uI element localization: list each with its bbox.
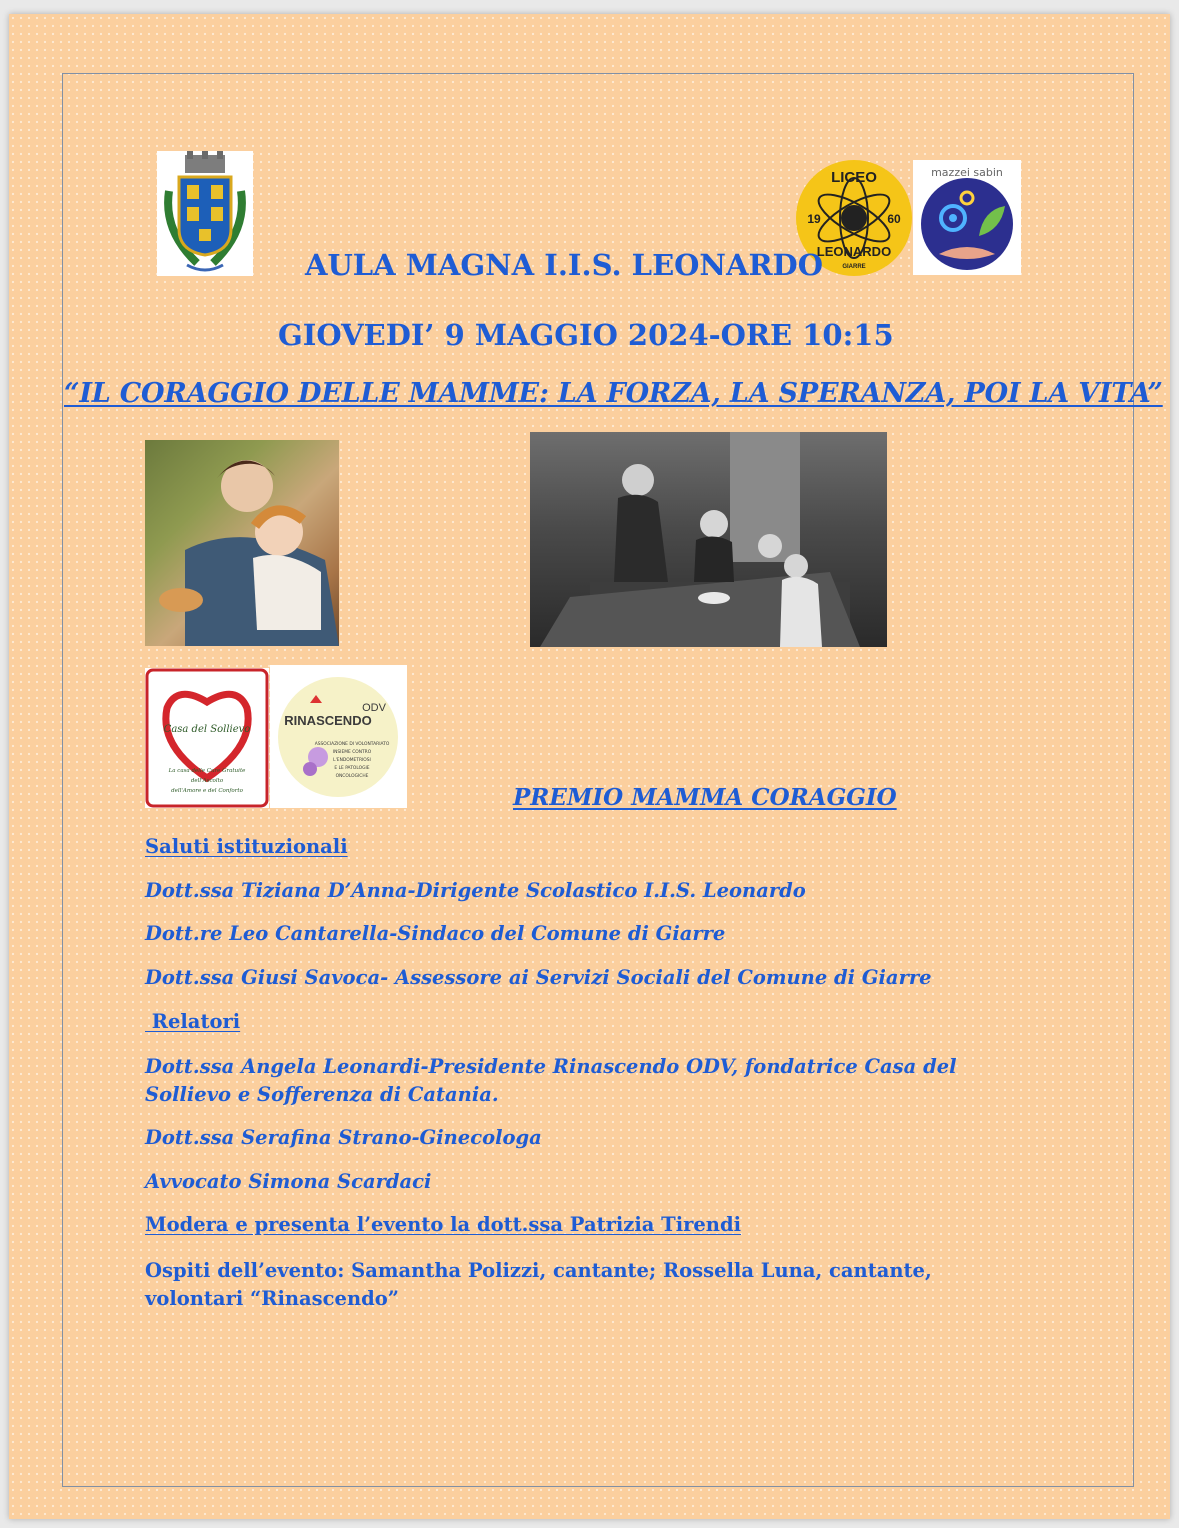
svg-text:L'ENDOMETRIOSI: L'ENDOMETRIOSI [333, 758, 371, 763]
svg-text:ASSOCIAZIONE DI VOLONTARIATO: ASSOCIAZIONE DI VOLONTARIATO [314, 742, 390, 747]
award-heading: PREMIO MAMMA CORAGGIO [513, 784, 897, 811]
liceo-year-right: 60 [887, 212, 901, 226]
relatori-item-leonardi: Dott.ssa Angela Leonardi-Presidente Rinascendo ODV, fondatrice Casa del Sollievo e Sofferenza di Catania. [145, 1055, 957, 1106]
mazzei-sabin-logo [913, 160, 1021, 275]
guests-line: Ospiti dell’evento: Samantha Polizzi, cantante; Rossella Luna, cantante, volontari “Rinascendo” [145, 1259, 932, 1310]
rinasc-odv-text: ODV [362, 702, 386, 714]
svg-text:dell'Amore e del Conforto: dell'Amore e del Conforto [171, 788, 243, 794]
saluti-item-danna: Dott.ssa Tiziana D’Anna-Dirigente Scolastico I.I.S. Leonardo [145, 879, 806, 902]
date-heading: GIOVEDI’ 9 MAGGIO 2024-ORE 10:15 [278, 318, 894, 352]
saluti-item-cantarella: Dott.re Leo Cantarella-Sindaco del Comune di Giarre [145, 922, 726, 945]
svg-text:E LE PATOLOGIE: E LE PATOLOGIE [334, 766, 370, 771]
film-still-family-image [530, 432, 887, 647]
mazzei-text: mazzei sabin [931, 166, 1003, 179]
svg-text:dell'Ascolto: dell'Ascolto [190, 778, 224, 784]
svg-text:ONCOLOGICHE: ONCOLOGICHE [335, 774, 369, 779]
liceo-city-text: GIARRE [842, 264, 866, 270]
svg-text:INSIEME CONTRO: INSIEME CONTRO [332, 750, 372, 755]
relatori-heading: Relatori [145, 1010, 241, 1033]
casa-del-sollievo-logo [145, 668, 269, 808]
liceo-year-left: 19 [807, 212, 821, 226]
saluti-heading: Saluti istituzionali [145, 835, 348, 858]
relatori-item-scardaci: Avvocato Simona Scardaci [145, 1170, 432, 1193]
saluti-item-savoca: Dott.ssa Giusi Savoca- Assessore ai Servizi Sociali del Comune di Giarre [145, 966, 932, 989]
rinasc-name-text: RINASCENDO [284, 713, 372, 728]
liceo-top-text: LICEO [831, 169, 877, 186]
moderator-line: Modera e presenta l’evento la dott.ssa Patrizia Tirendi [145, 1213, 741, 1236]
relatori-item-strano: Dott.ssa Serafina Strano-Ginecologa [145, 1126, 542, 1149]
mother-child-painting-image [145, 440, 339, 646]
liceo-bottom-text: LEONARDO [816, 244, 892, 259]
svg-text:La casa delle Cure Gratuite: La casa delle Cure Gratuite [168, 768, 246, 774]
rinascendo-odv-logo [270, 665, 407, 808]
venue-heading: AULA MAGNA I.I.S. LEONARDO [305, 248, 823, 282]
comune-crest-logo [157, 151, 253, 276]
event-title: “IL CORAGGIO DELLE MAMME: LA FORZA, LA SPERANZA, POI LA VITA” [64, 378, 1163, 409]
casa-title-text: Casa del Sollievo [163, 724, 251, 735]
